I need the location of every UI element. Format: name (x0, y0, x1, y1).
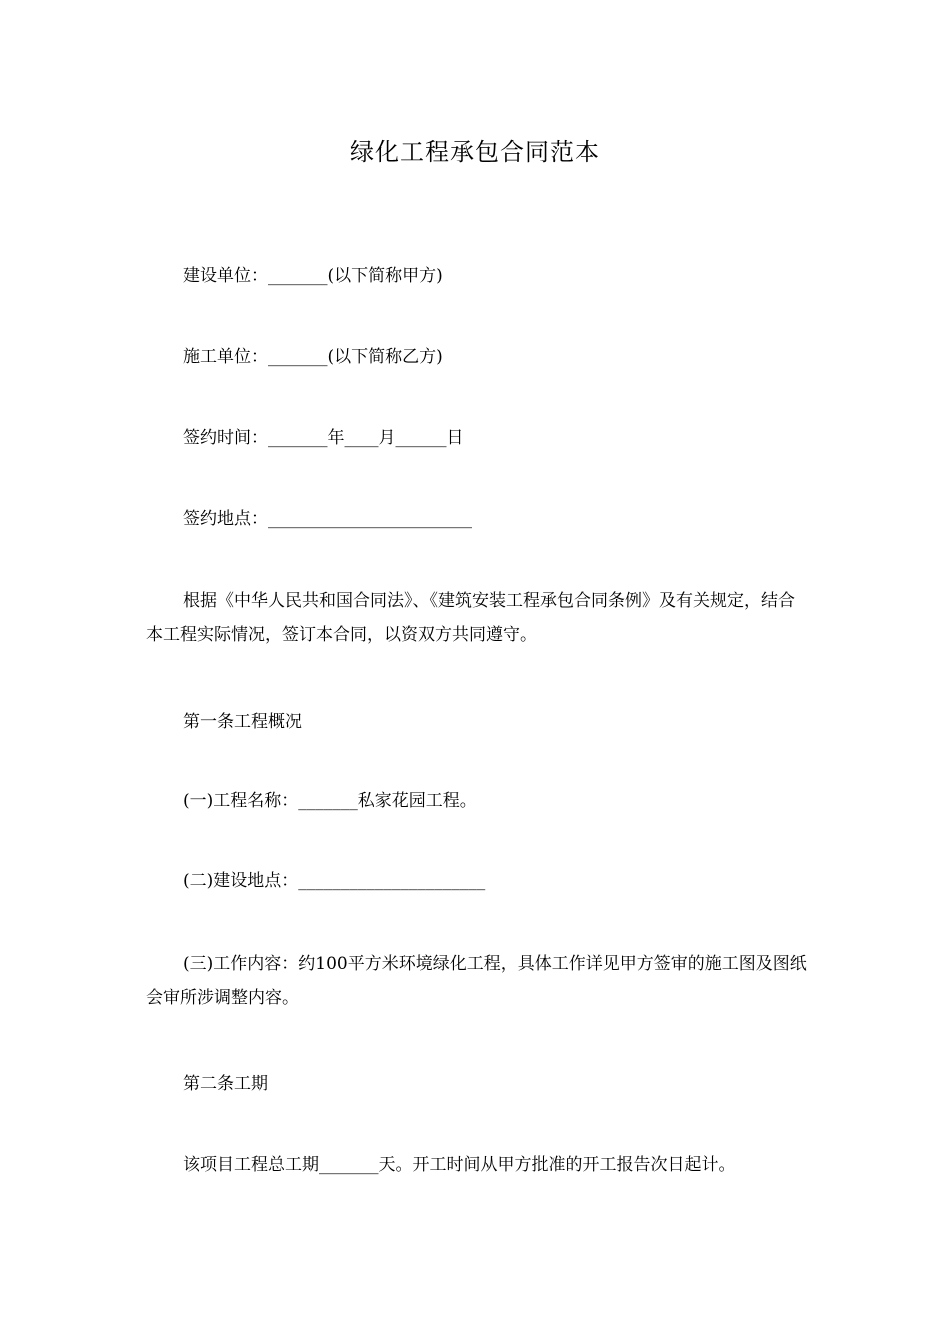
project-location-line: (二)建设地点：______________________ (183, 871, 486, 891)
signing-place-line: 签约地点：________________________ (183, 509, 472, 529)
duration-paragraph: 该项目工程总工期_______天。开工时间从甲方批准的开工报告次日起计。 (183, 1155, 736, 1175)
party-a-line: 建设单位：_______(以下简称甲方) (183, 266, 443, 286)
party-b-line: 施工单位：_______(以下简称乙方) (183, 347, 443, 367)
article-1-heading: 第一条工程概况 (183, 712, 302, 732)
preamble-paragraph: 根据《中华人民共和国合同法》、《建筑安装工程承包合同条例》及有关规定，结合本工程实际情况，签订本合同，以资双方共同遵守。 (146, 591, 795, 645)
document-title: 绿化工程承包合同范本 (350, 138, 600, 166)
signing-date-line: 签约时间：_______年____月______日 (183, 428, 464, 448)
work-content-paragraph: (三)工作内容：约100平方米环境绿化工程，具体工作详见甲方签审的施工图及图纸会审所涉调整内容。 (146, 954, 807, 1008)
article-2-heading: 第二条工期 (183, 1074, 268, 1094)
project-name-line: (一)工程名称：_______私家花园工程。 (183, 791, 477, 811)
